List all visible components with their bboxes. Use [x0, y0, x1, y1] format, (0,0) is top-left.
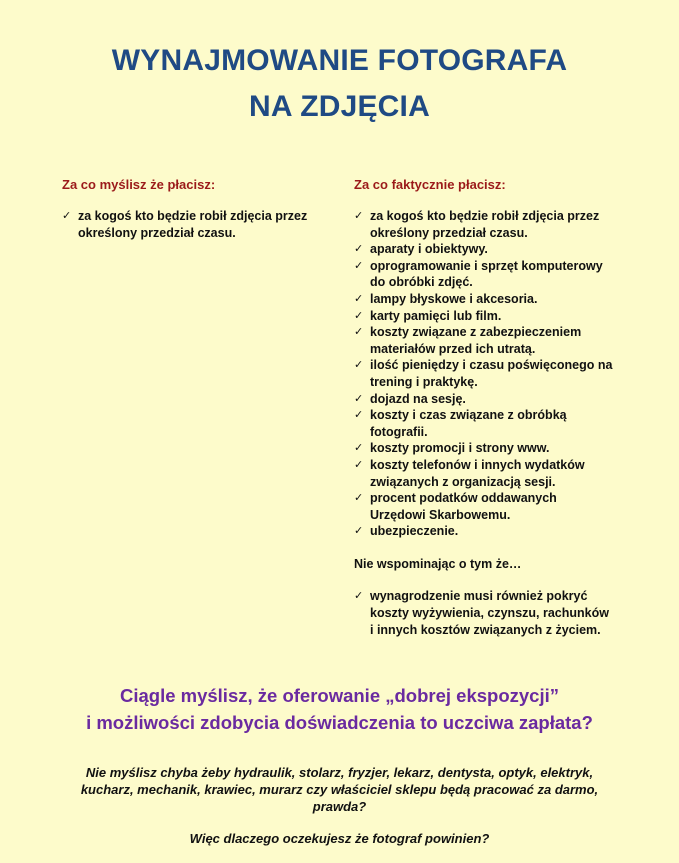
list-item-line: trening i praktykę.	[370, 374, 478, 389]
check-icon: ✓	[354, 391, 364, 405]
check-icon: ✓	[354, 491, 364, 505]
list-item-line: procent podatków oddawanych	[370, 491, 557, 506]
list-item-line: dojazd na sesję.	[370, 391, 466, 406]
list-item-line: koszty telefonów i innych wydatków	[370, 457, 585, 472]
list-item-line: i innych kosztów związanych z życiem.	[370, 622, 601, 637]
list-item-line: oprogramowanie i sprzęt komputerowy	[370, 258, 603, 273]
right-column	[354, 176, 644, 638]
list-item	[354, 291, 644, 308]
check-icon: ✓	[354, 291, 364, 305]
list-item	[354, 208, 644, 241]
list-item-line: do obróbki zdjęć.	[370, 275, 473, 290]
list-item	[354, 241, 644, 258]
list-item-line: określony przedział czasu.	[78, 225, 236, 240]
list-item	[354, 440, 644, 457]
list-item-line: koszty wyżywienia, czynszu, rachunków	[370, 606, 609, 621]
check-icon: ✓	[354, 209, 364, 222]
list-item-line: związanych z organizacją sesji.	[370, 474, 556, 489]
extra-checklist	[354, 588, 644, 638]
closing-line-3: prawda?	[312, 799, 367, 814]
list-item-line: za kogoś kto będzie robił zdjęcia przez	[78, 209, 308, 223]
check-icon: ✓	[354, 308, 364, 322]
final-question: Więc dlaczego oczekujesz że fotograf powinien?	[189, 831, 490, 846]
list-item-line: materiałów przed ich utratą.	[370, 341, 536, 356]
list-item-line: koszty związane z zabezpieczeniem	[370, 325, 582, 340]
list-item-line: fotografii.	[370, 424, 428, 439]
check-icon: ✓	[62, 209, 72, 222]
list-item	[354, 308, 644, 325]
list-item-line: lampy błyskowe i akcesoria.	[370, 291, 538, 306]
check-icon: ✓	[354, 589, 364, 603]
list-item	[354, 457, 644, 490]
title-line-2: NA ZDJĘCIA	[249, 90, 430, 123]
list-item	[354, 588, 644, 638]
right-column-header: Za co faktycznie płacisz:	[354, 177, 506, 192]
list-item	[354, 391, 644, 408]
check-icon: ✓	[354, 242, 364, 256]
list-item	[354, 258, 644, 291]
check-icon: ✓	[354, 358, 364, 372]
title-line-1: WYNAJMOWANIE FOTOGRAFA	[111, 44, 568, 77]
list-item-line: ilość pieniędzy i czasu poświęconego na	[370, 358, 613, 373]
list-item-line: Urzędowi Skarbowemu.	[370, 507, 511, 522]
left-column	[62, 176, 332, 241]
list-item-line: ubezpieczenie.	[370, 524, 459, 539]
list-item	[354, 407, 644, 440]
check-icon: ✓	[354, 441, 364, 455]
check-icon: ✓	[354, 408, 364, 422]
check-icon: ✓	[354, 457, 364, 471]
check-icon: ✓	[354, 524, 364, 538]
question-heading	[0, 682, 679, 736]
list-item-line: koszty promocji i strony www.	[370, 441, 550, 456]
right-checklist	[354, 208, 644, 540]
check-icon: ✓	[354, 258, 364, 272]
closing-line-2: kucharz, mechanik, krawiec, murarz czy właściciel sklepu będą pracować za darmo,	[80, 782, 599, 797]
list-item	[354, 490, 644, 523]
closing-paragraph	[30, 764, 649, 815]
list-item-line: wynagrodzenie musi również pokryć	[370, 589, 588, 604]
list-item-line: koszty i czas związane z obróbką	[370, 408, 567, 423]
aside-text: Nie wspominając o tym że…	[354, 556, 522, 571]
left-column-header: Za co myślisz że płacisz:	[62, 177, 216, 192]
list-item-line: za kogoś kto będzie robił zdjęcia przez	[370, 209, 600, 223]
list-item-line: aparaty i obiektywy.	[370, 242, 488, 257]
question-line-2: i możliwości zdobycia doświadczenia to uczciwa zapłata?	[86, 712, 593, 733]
question-line-1: Ciągle myślisz, że oferowanie „dobrej ekspozycji”	[119, 685, 559, 706]
list-item	[354, 357, 644, 390]
list-item	[62, 208, 332, 241]
left-checklist	[62, 208, 332, 241]
list-item	[354, 324, 644, 357]
list-item	[354, 523, 644, 540]
list-item-line: określony przedział czasu.	[370, 225, 528, 240]
closing-line-1: Nie myślisz chyba żeby hydraulik, stolarz, fryzjer, lekarz, dentysta, optyk, elektryk,	[85, 765, 594, 780]
list-item-line: karty pamięci lub film.	[370, 308, 502, 323]
check-icon: ✓	[354, 325, 364, 339]
